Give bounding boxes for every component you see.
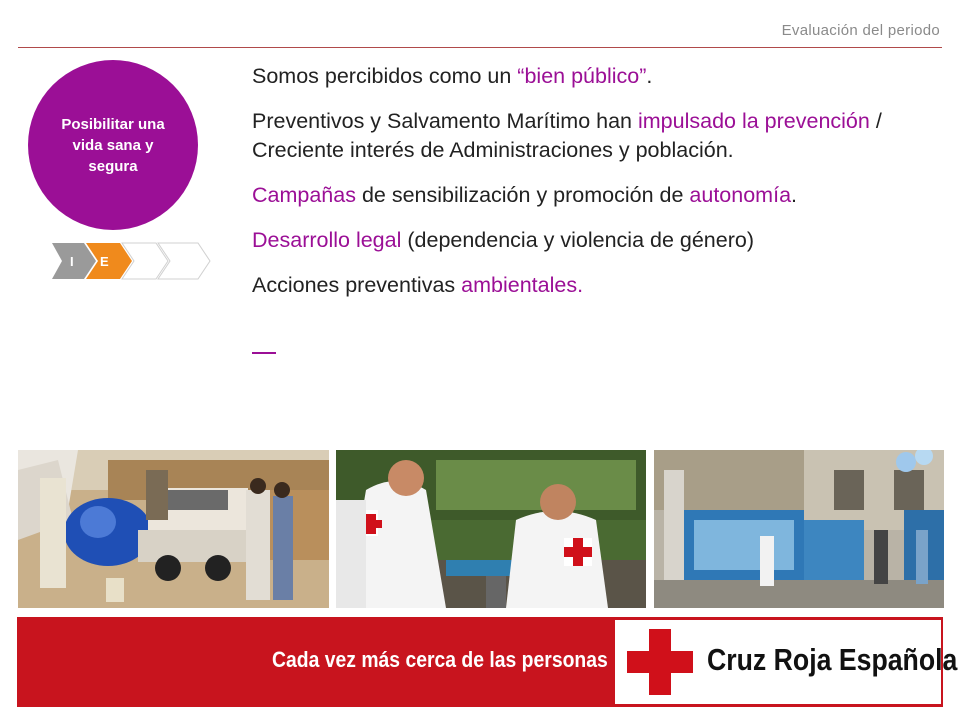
cruz-roja-logo xyxy=(615,620,958,704)
highlighted-text: ambientales xyxy=(461,273,578,297)
red-cross-volunteers-photo xyxy=(336,450,646,608)
highlighted-text: . xyxy=(577,273,584,297)
page-section-title: Evaluación del periodo xyxy=(781,22,940,39)
footer-slogan: Cada vez más cerca de las personas xyxy=(272,647,608,672)
bullet-text: . xyxy=(791,183,798,207)
bullet-text: Preventivos y Salvamento Marítimo han xyxy=(252,109,638,133)
bullet-text: . xyxy=(646,64,653,88)
progress-steps xyxy=(52,241,212,286)
bullet-item xyxy=(252,271,932,300)
highlighted-text: “bien público” xyxy=(517,64,647,88)
step-2-label: E xyxy=(100,254,109,269)
header-divider xyxy=(18,47,942,48)
topic-badge-label: Posibilitar una vida sana y segura xyxy=(61,115,165,175)
bullet-text: / Creciente interés de Administraciones y población. xyxy=(252,109,882,162)
step-1 xyxy=(52,243,96,279)
highlighted-text: Campañas xyxy=(252,183,356,207)
topic-badge xyxy=(28,60,198,230)
highlighted-text: Desarrollo legal xyxy=(252,228,402,252)
bullet-item xyxy=(252,62,932,91)
highlighted-text: autonomía xyxy=(689,183,792,207)
bullet-list xyxy=(252,62,932,316)
footer-banner xyxy=(17,617,958,707)
bullet-item xyxy=(252,107,932,165)
bullet-text: de sensibilización y promoción de xyxy=(355,183,690,207)
bullet-item xyxy=(252,226,932,255)
street-exhibition-photo xyxy=(654,450,944,608)
bullet-text: (dependencia y violencia de género) xyxy=(401,228,754,252)
logo-wordmark: Cruz Roja Española xyxy=(707,642,958,677)
step-1-label: I xyxy=(70,254,74,269)
bullet-text: Somos percibidos como un xyxy=(252,64,518,88)
bullet-item xyxy=(252,181,932,210)
highlighted-text: impulsado la prevención xyxy=(637,109,870,133)
red-cross-icon xyxy=(627,629,693,695)
accent-underline xyxy=(252,352,276,354)
water-tank-truck-photo xyxy=(18,450,329,608)
bullet-text: Acciones preventivas xyxy=(252,273,462,297)
